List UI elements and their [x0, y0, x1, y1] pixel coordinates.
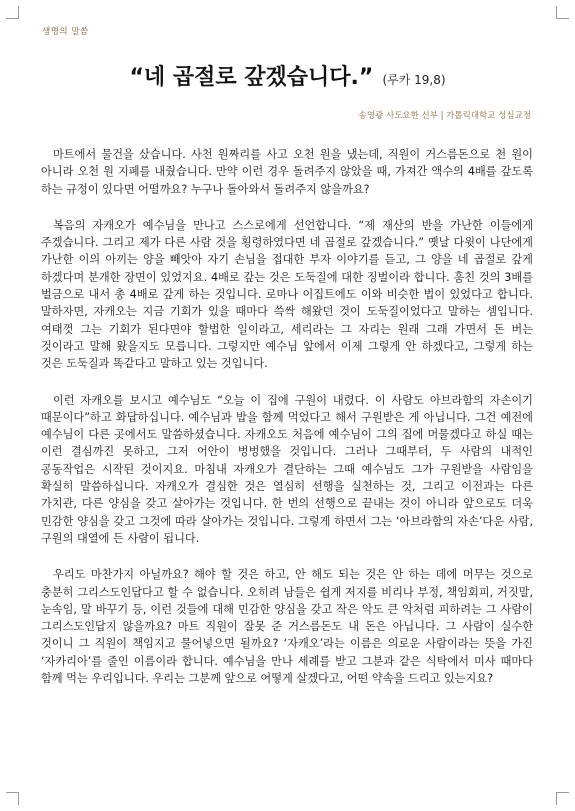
article-body: [41, 146, 533, 706]
paragraph: 복음의 자캐오가 예수님을 만나고 스스로에게 선언합니다. “제 재산의 반을 가난한 이들에게 주겠습니다. 그리고 제가 다른 사람 것을 횡령하였다면 네 곱절로 갚겠습니다.” 옛날 다윗이 나단에게 가난한 이의 아끼는 양을 빼앗아 자기 손님을 접대한 부자 이야기를 듣고, 그 양을 네 곱절로 갚게 하겠다며 분개한 장면이 있었지요. 4배로 갚는 것은 도둑질에 대한 징벌이라 합니다. 훔친 것의 3배를 벌금으로 내서 총 4배로 갚게 하는 것입니다. 로마나 이집트에도 이와 비슷한 법이 있었다고 합니다. 말하자면, 자캐오는 지금 기회가 있을 때마다 쓱싹 해왔던 것이 도둑질이었다고 말하는 셈입니다. 여태껏 그는 기회가 된다면야 할법한 일이라고, 세리라는 그 자리는 원래 그래 가면서 돈 버는 것이라고 말해 왔을지도 모릅니다. 그렇지만 예수님 앞에서 이제 그렇게 안 하겠다고, 그렇게 하는 것은 도둑질과 똑같다고 말하고 있는 것입니다.: [41, 218, 533, 371]
crop-mark-top-right: [556, 6, 569, 19]
page-title: “네 곱절로 갚겠습니다.”: [129, 65, 374, 90]
scripture-reference: (루카 19,8): [382, 73, 446, 87]
paragraph: 우리도 마찬가지 아닐까요? 해야 할 것은 하고, 안 해도 되는 것은 안 하는 데에 머무는 것으로 충분히 그리스도인답다고 할 수 없습니다. 오히려 남들은 쉽게 저지를 비리나 부정, 책임회피, 거짓말, 눈속임, 말 바꾸기 등, 이런 것들에 대해 민감한 양심을 갖고 작은 악도 큰 악처럼 피하려는 그 사람이 그리스도인답지 않을까요? 마트 직원이 잘못 준 거스름돈도 내 돈은 아닙니다. 그 사람이 실수한 것이니 그 직원이 책임지고 물어넣으면 될까요? ‘자캐오’라는 이름은 의로운 사람이라는 뜻을 가진 ‘자카리아’를 줄인 이름이라 합니다. 예수님을 만나 세례를 받고 그분과 같은 식탁에서 미사 때마다 함께 먹는 우리입니다. 우리는 그분께 앞으로 어떻게 살겠다고, 어떤 약속을 드리고 있는지요?: [41, 568, 533, 686]
paragraph: 이런 자캐오를 보시고 예수님도 “오늘 이 집에 구원이 내렸다. 이 사람도 아브라함의 자손이기 때문이다”하고 화답하십니다. 예수님과 밥을 함께 먹었다고 해서 구원받은 게 아닙니다. 그건 예전에 예수님이 다른 곳에서도 말씀하셨습니다. 자캐오도 처음에 예수님이 그의 집에 머물겠다고 하실 때는 이런 결심까진 못하고, 그저 어안이 벙벙했을 것입니다. 그러나 그때부터, 두 사람의 내적인 공동작업은 시작된 것이지요. 마침내 자캐오가 결단하는 그때 예수님도 그가 구원받을 사람임을 확실히 말씀하십니다. 자캐오가 결심한 것은 열심히 선행을 실천하는 것, 그리고 이전과는 다른 가치관, 다른 양심을 갖고 살아가는 것입니다. 한 번의 선행으로 끝내는 것이 아니라 앞으로도 더욱 민감한 양심을 갖고 그것에 따라 살아가는 것입니다. 그렇게 하면서 그는 ‘아브라함의 자손’다운 사람, 구원의 대열에 든 사람이 됩니다.: [41, 393, 533, 545]
section-label: 생명의 말씀: [42, 27, 89, 37]
author-line: 송영광 사도요한 신부 | 가톨릭대학교 성심교정: [358, 111, 531, 121]
crop-mark-bottom-right: [556, 792, 569, 805]
title-row: [0, 60, 575, 91]
paragraph: 마트에서 물건을 샀습니다. 사천 원짜리를 사고 오천 원을 냈는데, 직원이 거스름돈으로 천 원이 아니라 오천 원 지폐를 내줬습니다. 만약 이런 경우 돌려주지 않았을 때, 가져간 액수의 4배를 갚도록 하는 규정이 있다면 어떨까요? 누구나 돌아와서 돌려주지 않을까요?: [41, 148, 533, 196]
crop-mark-top-left: [6, 6, 19, 19]
crop-mark-bottom-left: [6, 792, 19, 805]
